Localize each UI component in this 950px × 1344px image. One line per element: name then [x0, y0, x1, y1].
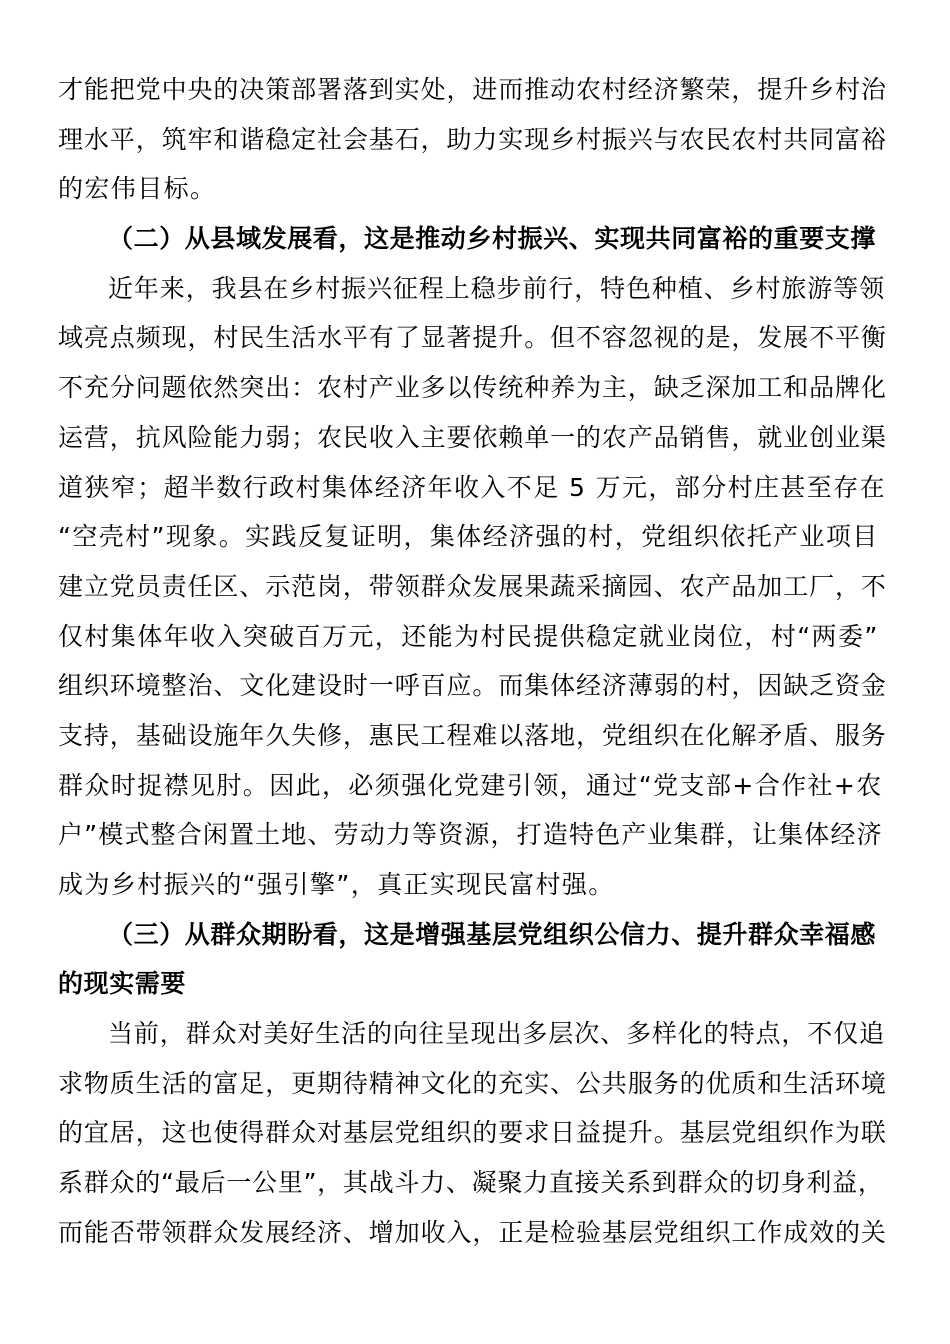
- text-line: 运营，抗风险能力弱；农民收入主要依赖单一的农产品销售，就业创业渠: [58, 422, 887, 452]
- text-line: 建立党员责任区、示范岗，带领群众发展果蔬采摘园、农产品加工厂，不: [58, 571, 887, 601]
- text-line: 群众时捉襟见肘。因此，必须强化党建引领，通过“党支部+合作社+农: [58, 770, 883, 800]
- text-line: 仅村集体年收入突破百万元，还能为村民提供稳定就业岗位，村“两委”: [58, 621, 879, 651]
- heading-line: （二）从县域发展看，这是推动乡村振兴、实现共同富裕的重要支撑: [108, 224, 877, 254]
- text-line: 理水平，筑牢和谐稳定社会基石，助力实现乡村振兴与农民农村共同富裕: [58, 124, 887, 154]
- text-line: 系群众的“最后一公里”，其战斗力、凝聚力直接关系到群众的切身利益，: [58, 1168, 884, 1198]
- text-line: 求物质生活的富足，更期待精神文化的充实、公共服务的优质和生活环境: [58, 1068, 887, 1098]
- text-line: 近年来，我县在乡村振兴征程上稳步前行，特色种植、乡村旅游等领: [108, 273, 886, 303]
- text-line: 不充分问题依然突出：农村产业多以传统种养为主，缺乏深加工和品牌化: [58, 373, 887, 403]
- text-line: 才能把党中央的决策部署落到实处，进而推动农村经济繁荣，提升乡村治: [58, 75, 887, 104]
- text-line: 域亮点频现，村民生活水平有了显著提升。但不容忽视的是，发展不平衡: [58, 323, 887, 353]
- heading-line: （三）从群众期盼看，这是增强基层党组织公信力、提升群众幸福感: [108, 919, 877, 949]
- text-line: “空壳村”现象。实践反复证明，集体经济强的村，党组织依托产业项目: [58, 522, 879, 552]
- text-line: 道狭窄；超半数行政村集体经济年收入不足 5 万元，部分村庄甚至存在: [58, 472, 887, 502]
- text-line: 当前，群众对美好生活的向往呈现出多层次、多样化的特点，不仅追: [108, 1019, 886, 1049]
- text-line: 的宜居，这也使得群众对基层党组织的要求日益提升。基层党组织作为联: [58, 1118, 887, 1148]
- document-page: [58, 65, 888, 1258]
- heading-line: 的现实需要: [58, 969, 187, 999]
- text-line: 而能否带领群众发展经济、增加收入，正是检验基层党组织工作成效的关: [58, 1217, 887, 1247]
- text-line: 成为乡村振兴的“强引擎”，真正实现民富村强。: [58, 870, 615, 899]
- section-3-paragraph: [58, 1009, 888, 1257]
- text-line: 户”模式整合闲置土地、劳动力等资源，打造特色产业集群，让集体经济: [58, 820, 883, 850]
- section-heading-2: [58, 214, 888, 264]
- continuation-paragraph: [58, 65, 888, 214]
- text-line: 组织环境整治、文化建设时一呼百应。而集体经济薄弱的村，因缺乏资金: [58, 671, 887, 701]
- section-2-paragraph: [58, 264, 888, 910]
- section-heading-3: [58, 910, 888, 1009]
- text-line: 的宏伟目标。: [58, 174, 217, 204]
- text-line: 支持，基础设施年久失修，惠民工程难以落地，党组织在化解矛盾、服务: [58, 720, 887, 750]
